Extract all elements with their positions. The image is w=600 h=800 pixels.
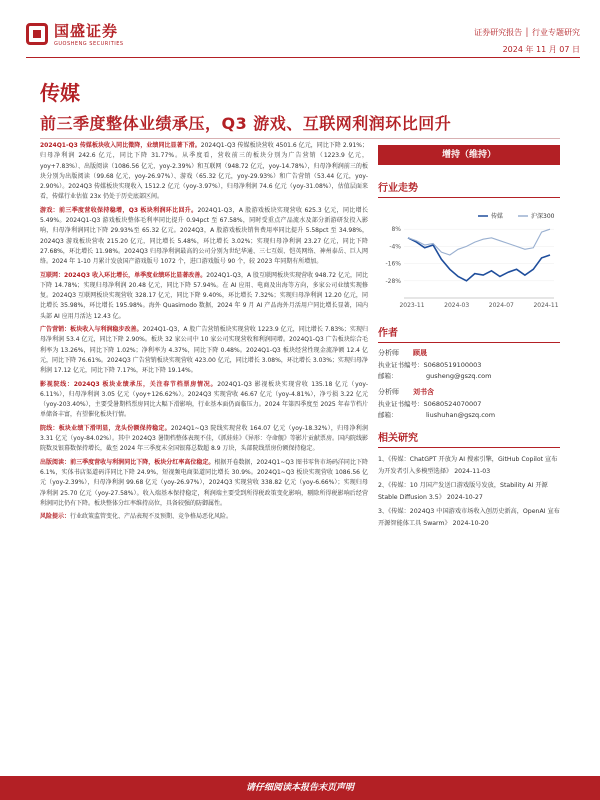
legend-label: 传媒: [491, 213, 504, 220]
y-tick-label: -4%: [389, 243, 401, 251]
related-item[interactable]: 2、《传媒：10 月国产发送口游戏版号发放，Stability AI 开源 Stable Diffusion 3.5》 2024-10-27: [378, 482, 548, 501]
report-type: 证券研究报告 │ 行业专题研究: [474, 28, 580, 37]
summary-paragraph: 院线：板块业绩下滑明显，龙头份额保持稳定。2024Q1~Q3 院线实现营收 164.07 亿元（yoy-18.32%），归母净利润 3.31 亿元（yoy-84.02%）。其中 2024Q3 暑期档整体表现不佳，《抓娃娃》《异形：夺命舰》等影片贡献票房。国内院线影院数及银幕数保持增长，截至 2024 年三季度末全国银幕总数超 8.9 万块，头部院线票房份额保持稳定。: [40, 424, 368, 453]
analyst-email[interactable]: liushuhan@gszq.com: [426, 411, 496, 419]
summary-paragraph: 影视院线：2024Q3 板块业绩承压，关注春节档票房情况。2024Q1-Q3 影视板块实现营收 135.18 亿元（yoy-6.11%），归母净利润 3.05 亿元（yoy+126.62%）。2024Q3 实现营收 46.67 亿元（yoy-4.81%），净亏损 3.22 亿元（yoy-203.40%），主要受暑期档票房同比大幅下滑影响，行业基本面仍面临压力。2024 年第四季度至 2025 年春节档片单储备丰富，有望催化板块行情。: [40, 380, 368, 419]
related-list: [378, 454, 560, 529]
x-tick-label: 2023-11: [399, 302, 425, 309]
x-tick-label: 2024-11: [533, 302, 559, 309]
trend-section-title: 行业走势: [378, 179, 560, 198]
logo-name-en: GUOSHENG SECURITIES: [54, 41, 124, 47]
analyst-name: 顾晟: [413, 349, 427, 357]
related-item[interactable]: 1、《传媒：ChatGPT 开放为 AI 搜索引擎，GitHub Copilot 宣布为开发者引入多模型选择》 2024-11-03: [378, 456, 558, 475]
page-header: [0, 0, 600, 60]
summary-paragraph: 2024Q1-Q3 传媒板块收入同比微降，业绩同比显著下滑。2024Q1-Q3 传媒板块营收 4501.6 亿元，同比下降 2.91%；归母净利润 242.6 亿元，同比下降 31.77%。从季度看，营收前三的板块分别为广告营销（1223.9 亿元，yoy+7.83%）、出版阅读（1086.56 亿元，yoy-2.39%）和互联网（948.72 亿元，yoy-14.78%），归母净利润前三的板块分别为出版阅读（99.68 亿元，yoy-26.97%）、游戏（65.32 亿元，yoy-29.93%）和广告营销（53.44 亿元，yoy-2.90%）。2024Q3 传媒板块实现收入 1512.2 亿元（yoy-3.97%），归母净利润 74.6 亿元（yoy-31.08%），估值层面来看，传媒行业估值 23x 仍处于历史底部区间。: [40, 142, 368, 201]
y-tick-label: -28%: [385, 277, 401, 285]
y-tick-label: -16%: [385, 260, 401, 268]
report-title: 前三季度整体业绩承压，Q3 游戏、互联网利润环比回升: [40, 114, 452, 133]
analyst-email[interactable]: gusheng@gszq.com: [426, 372, 492, 380]
y-tick-label: 8%: [391, 226, 401, 234]
analyst-name: 刘书含: [413, 388, 434, 396]
trend-chart: [378, 204, 560, 314]
related-item[interactable]: 3、《传媒：2024Q3 中国游戏市场收入创历史新高，OpenAI 宣布开源智能体工具 Swarm》 2024-10-20: [378, 508, 560, 527]
authors-section-title: 作者: [378, 324, 560, 343]
page-footer: 请仔细阅读本报告末页声明: [0, 776, 600, 800]
report-date: 2024 年 11 月 07 日: [502, 45, 580, 54]
industry-name: 传媒: [40, 81, 80, 105]
header-divider: [26, 57, 580, 58]
summary-paragraph: 广告营销：板块收入与利润稳步改善。2024Q1-Q3，A 股广告营销板块实现营收 1223.9 亿元，同比增长 7.83%；实现归母净利润 53.4 亿元，同比下降 2.90%。板块 32 家公司中 10 家公司实现营收和利润同增。2024Q1-Q3 广告板块综合毛利率为 13.26%，同比下降 1.02%；净利率为 4.37%，同比下降 0.48%。2024Q1-Q3 板块经营性现金流净额 12.4 亿元，同比下降 76.61%。2024Q3 广告营销板块实现营收 423.00 亿元，同比增长 3.08%，环比增长 3.03%；实现归母净利润 17.12 亿元，同比下降 7.17%，环比下降 19.14%。: [40, 326, 368, 375]
summary-paragraph: 出版阅读：前三季度营收与利润同比下降，板块分红率高位稳定。根据开卷数据，2024Q1~Q3 图书零售市场码洋同比下降 6.1%，实体书店渠道码洋同比下降 24.9%，短视频电商渠道同比增长 30.9%。2024Q1~Q3 板块实现营收 1086.56 亿元（yoy-2.39%），归母净利润 99.68 亿元（yoy-26.97%），2024Q3 实现营收 338.82 亿元（yoy-6.66%）；实现归母净利润 25.70 亿元（yoy-27.58%）。收入端基本保持稳定，利润端主要受到所得税政策变化影响，剔除所得税影响后经营利润同比仍有下降。板块整体分红率维持高位，具备较强的防御属性。: [40, 458, 368, 507]
company-logo: [26, 20, 124, 47]
analyst-role: 分析师: [378, 349, 399, 357]
risk-paragraph: 风险提示：行业政策监管变化、产品表现不及预期、竞争格局恶化风险。: [40, 513, 233, 521]
analyst-block: 分析师 顾晟 执业证书编号：S0680519100003 邮箱： gusheng@gszq.com: [378, 349, 492, 380]
analyst-license: S0680519100003: [423, 361, 482, 369]
x-tick-label: 2024-07: [488, 302, 514, 309]
summary-paragraph: 互联网：2024Q3 收入环比增长，单季度业绩环比显著改善。2024Q1-Q3，A 股互联网板块实现营收 948.72 亿元，同比下降 14.78%；实现归母净利润 20.48 亿元，同比下降 57.94%。在 AI 应用、电商及出海等方向，多家公司业绩实现修复。2024Q3 互联网板块实现营收 328.17 亿元，同比下降 9.40%，环比增长 7.32%；实现归母净利润 12.20 亿元，同比增长 35.98%，环比增长 195.98%。海外 Quasimodo 数据，2024 年 9 月 AI 产品海外月活用户同比增长显著，国内头部 AI 应用月活达 12.43 亿。: [40, 271, 368, 320]
summary-column: [40, 141, 368, 525]
logo-mark-icon: [26, 23, 48, 45]
analyst-role: 分析师: [378, 388, 399, 396]
legend-label: 沪深300: [531, 213, 555, 220]
summary-paragraph: 游戏：前三季度营收保持稳增，Q3 板块利润环比回升。2024Q1-Q3，A 股游戏板块实现营收 625.3 亿元，同比增长 5.49%。2024Q1-Q3 游戏板块整体毛利率同比提升 0.94pct 至 67.58%，同时受重点产品流水及部分新游研发投入影响，归母净利润同比下降 29.93%至 65.32 亿元。2024Q3，A 股游戏板块销售费用率同比提升 5.58pct 至 34.98%，2024Q3 游戏板块营收 215.20 亿元，同比增长 5.48%，环比增长 3.02%；实现归母净利润 23.27 亿元，同比下降 27.68%，环比增长 11.98%。2024Q3 归母净利润最高的公司分别为世纪华通、三七互娱、恺英网络、神州泰岳、巨人网络。2024 年 1-10 月累计发放国产游戏版号 1072 个，进口游戏版号 90 个，较 2023 年同期有所增加。: [40, 206, 368, 266]
series-line-1: [408, 229, 550, 255]
title-divider: [40, 138, 560, 139]
analyst-block: 分析师 刘书含 执业证书编号：S0680524070007 邮箱： liushuhan@gszq.com: [378, 388, 496, 419]
sidebar-column: [378, 141, 560, 532]
related-section-title: 相关研究: [378, 429, 560, 448]
x-tick-label: 2024-03: [444, 302, 470, 309]
trend-chart-svg: [378, 204, 560, 314]
logo-name-cn: 国盛证券: [54, 22, 119, 40]
analyst-license: S0680524070007: [423, 400, 482, 408]
rating-badge: 增持（维持）: [378, 145, 560, 165]
